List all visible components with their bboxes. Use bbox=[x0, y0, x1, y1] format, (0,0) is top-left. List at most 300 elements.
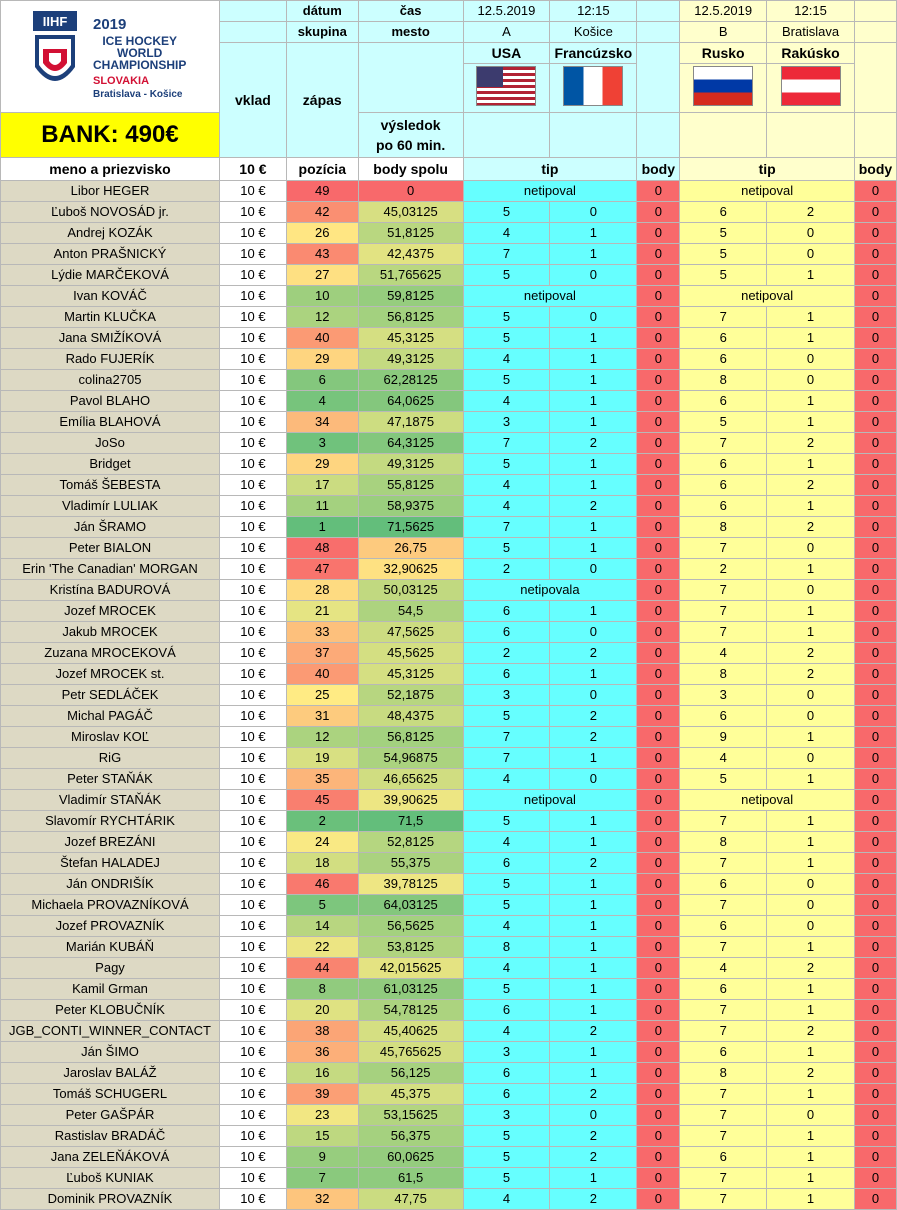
body-a: 0 bbox=[637, 811, 680, 832]
iihf-logo bbox=[1, 1, 219, 105]
tip-a-away: 2 bbox=[550, 706, 637, 727]
player-position: 46 bbox=[286, 874, 358, 895]
player-fee: 10 € bbox=[220, 1042, 287, 1063]
tip-a-away: 1 bbox=[550, 748, 637, 769]
table-row bbox=[1, 790, 897, 811]
austria-flag-icon bbox=[781, 66, 841, 106]
player-position: 26 bbox=[286, 223, 358, 244]
tip-b-away: 1 bbox=[767, 622, 855, 643]
player-points: 53,8125 bbox=[358, 937, 463, 958]
tip-b-away: 0 bbox=[767, 748, 855, 769]
tip-b-away: 1 bbox=[767, 853, 855, 874]
player-fee: 10 € bbox=[220, 706, 287, 727]
player-name: Jaroslav BALÁŽ bbox=[1, 1063, 220, 1084]
tip-a-away: 1 bbox=[550, 811, 637, 832]
player-points: 61,03125 bbox=[358, 979, 463, 1000]
player-points: 48,4375 bbox=[358, 706, 463, 727]
body-b: 0 bbox=[854, 454, 896, 475]
tip-a-home: 5 bbox=[463, 874, 550, 895]
body-b: 0 bbox=[854, 475, 896, 496]
player-points: 58,9375 bbox=[358, 496, 463, 517]
player-fee: 10 € bbox=[220, 349, 287, 370]
player-position: 42 bbox=[286, 202, 358, 223]
tip-a-away: 0 bbox=[550, 685, 637, 706]
player-points: 49,3125 bbox=[358, 454, 463, 475]
tip-b-home: 6 bbox=[680, 202, 767, 223]
tip-a-home: 3 bbox=[463, 685, 550, 706]
player-name: Miroslav KOĽ bbox=[1, 727, 220, 748]
tip-b-home: 5 bbox=[680, 412, 767, 433]
player-points: 49,3125 bbox=[358, 349, 463, 370]
tip-a-home: 5 bbox=[463, 979, 550, 1000]
table-row bbox=[1, 580, 897, 601]
player-position: 37 bbox=[286, 643, 358, 664]
player-points: 54,96875 bbox=[358, 748, 463, 769]
player-name: Vladimír LULIAK bbox=[1, 496, 220, 517]
tip-b-home: 7 bbox=[680, 1000, 767, 1021]
player-fee: 10 € bbox=[220, 265, 287, 286]
player-fee: 10 € bbox=[220, 748, 287, 769]
body-b: 0 bbox=[854, 979, 896, 1000]
table-row bbox=[1, 748, 897, 769]
tip-b-missing: netipoval bbox=[680, 286, 855, 307]
col-header-name: meno a priezvisko bbox=[1, 158, 220, 181]
body-b: 0 bbox=[854, 1021, 896, 1042]
player-points: 32,90625 bbox=[358, 559, 463, 580]
body-b: 0 bbox=[854, 328, 896, 349]
tip-a-home: 4 bbox=[463, 916, 550, 937]
player-points: 60,0625 bbox=[358, 1147, 463, 1168]
tip-b-away: 0 bbox=[767, 916, 855, 937]
tip-b-home: 4 bbox=[680, 643, 767, 664]
player-name: Anton PRAŠNICKÝ bbox=[1, 244, 220, 265]
tip-a-home: 4 bbox=[463, 769, 550, 790]
player-fee: 10 € bbox=[220, 454, 287, 475]
player-points: 51,8125 bbox=[358, 223, 463, 244]
tip-a-home: 6 bbox=[463, 622, 550, 643]
player-name: Ján ŠIMO bbox=[1, 1042, 220, 1063]
tip-b-away: 1 bbox=[767, 937, 855, 958]
player-fee: 10 € bbox=[220, 853, 287, 874]
body-a: 0 bbox=[637, 454, 680, 475]
player-name: JGB_CONTI_WINNER_CONTACT bbox=[1, 1021, 220, 1042]
player-points: 39,78125 bbox=[358, 874, 463, 895]
blank-cell bbox=[637, 113, 680, 158]
tip-b-home: 7 bbox=[680, 895, 767, 916]
player-name: Jozef MROCEK bbox=[1, 601, 220, 622]
tip-b-missing: netipoval bbox=[680, 790, 855, 811]
tip-b-home: 7 bbox=[680, 622, 767, 643]
body-a: 0 bbox=[637, 874, 680, 895]
tip-a-home: 4 bbox=[463, 832, 550, 853]
body-b: 0 bbox=[854, 1000, 896, 1021]
tip-b-away: 0 bbox=[767, 223, 855, 244]
match-b-time: 12:15 bbox=[767, 1, 855, 22]
player-fee: 10 € bbox=[220, 664, 287, 685]
russia-flag-icon bbox=[693, 66, 753, 106]
tip-a-away: 1 bbox=[550, 1000, 637, 1021]
player-position: 15 bbox=[286, 1126, 358, 1147]
table-row bbox=[1, 1000, 897, 1021]
tip-b-away: 2 bbox=[767, 958, 855, 979]
body-a: 0 bbox=[637, 958, 680, 979]
table-row bbox=[1, 244, 897, 265]
tip-b-away: 1 bbox=[767, 1168, 855, 1189]
player-name: colina2705 bbox=[1, 370, 220, 391]
tip-b-missing: netipoval bbox=[680, 181, 855, 202]
player-name: Kamil Grman bbox=[1, 979, 220, 1000]
body-b: 0 bbox=[854, 517, 896, 538]
tip-b-home: 8 bbox=[680, 832, 767, 853]
player-position: 18 bbox=[286, 853, 358, 874]
player-name: Dominik PROVAZNÍK bbox=[1, 1189, 220, 1210]
player-name: Ľuboš KUNIAK bbox=[1, 1168, 220, 1189]
player-name: Petr SEDLÁČEK bbox=[1, 685, 220, 706]
body-a: 0 bbox=[637, 727, 680, 748]
player-position: 33 bbox=[286, 622, 358, 643]
player-name: Emília BLAHOVÁ bbox=[1, 412, 220, 433]
col-header-points: body spolu bbox=[358, 158, 463, 181]
player-fee: 10 € bbox=[220, 874, 287, 895]
body-a: 0 bbox=[637, 496, 680, 517]
tip-a-away: 1 bbox=[550, 475, 637, 496]
player-fee: 10 € bbox=[220, 958, 287, 979]
tip-a-missing: netipoval bbox=[463, 286, 637, 307]
tip-b-home: 7 bbox=[680, 937, 767, 958]
blank-cell bbox=[463, 113, 550, 158]
tip-b-away: 1 bbox=[767, 979, 855, 1000]
match-b-group: B bbox=[680, 22, 767, 43]
body-b: 0 bbox=[854, 685, 896, 706]
match-a-team1: USA bbox=[463, 43, 550, 64]
player-name: Jozef PROVAZNÍK bbox=[1, 916, 220, 937]
player-points: 56,125 bbox=[358, 1063, 463, 1084]
table-row bbox=[1, 307, 897, 328]
player-fee: 10 € bbox=[220, 1021, 287, 1042]
player-name: Vladimír STAŇÁK bbox=[1, 790, 220, 811]
table-row bbox=[1, 349, 897, 370]
tip-a-home: 5 bbox=[463, 202, 550, 223]
player-fee: 10 € bbox=[220, 727, 287, 748]
player-position: 12 bbox=[286, 727, 358, 748]
table-row bbox=[1, 1147, 897, 1168]
col-header-position: pozícia bbox=[286, 158, 358, 181]
player-fee: 10 € bbox=[220, 496, 287, 517]
tip-a-home: 6 bbox=[463, 853, 550, 874]
body-b: 0 bbox=[854, 601, 896, 622]
player-name: Jozef BREZÁNI bbox=[1, 832, 220, 853]
body-b: 0 bbox=[854, 916, 896, 937]
logo-title-line: ICE HOCKEY bbox=[102, 34, 178, 48]
blank-cell bbox=[637, 22, 680, 43]
body-a: 0 bbox=[637, 1126, 680, 1147]
tip-a-away: 1 bbox=[550, 601, 637, 622]
player-position: 29 bbox=[286, 454, 358, 475]
player-points: 64,03125 bbox=[358, 895, 463, 916]
player-name: Peter BIALON bbox=[1, 538, 220, 559]
tip-b-home: 7 bbox=[680, 580, 767, 601]
player-name: Slavomír RYCHTÁRIK bbox=[1, 811, 220, 832]
tip-a-away: 1 bbox=[550, 538, 637, 559]
table-row bbox=[1, 916, 897, 937]
body-a: 0 bbox=[637, 664, 680, 685]
tip-b-away: 2 bbox=[767, 643, 855, 664]
tip-b-away: 1 bbox=[767, 265, 855, 286]
blank-cell bbox=[854, 43, 896, 113]
player-position: 19 bbox=[286, 748, 358, 769]
tip-a-home: 5 bbox=[463, 370, 550, 391]
table-row bbox=[1, 874, 897, 895]
label-zapas: zápas bbox=[286, 43, 358, 158]
tip-b-away: 1 bbox=[767, 1000, 855, 1021]
tip-b-away: 1 bbox=[767, 391, 855, 412]
player-points: 42,4375 bbox=[358, 244, 463, 265]
tip-a-home: 5 bbox=[463, 265, 550, 286]
player-position: 1 bbox=[286, 517, 358, 538]
body-b: 0 bbox=[854, 1105, 896, 1126]
body-a: 0 bbox=[637, 790, 680, 811]
player-points: 47,1875 bbox=[358, 412, 463, 433]
player-points: 55,375 bbox=[358, 853, 463, 874]
tip-a-away: 1 bbox=[550, 874, 637, 895]
tip-a-away: 1 bbox=[550, 517, 637, 538]
tip-a-home: 3 bbox=[463, 1105, 550, 1126]
table-row bbox=[1, 727, 897, 748]
table-row bbox=[1, 958, 897, 979]
tip-a-away: 1 bbox=[550, 832, 637, 853]
body-a: 0 bbox=[637, 391, 680, 412]
body-b: 0 bbox=[854, 391, 896, 412]
player-fee: 10 € bbox=[220, 559, 287, 580]
tip-b-away: 1 bbox=[767, 412, 855, 433]
match-b-team2-flag bbox=[767, 64, 855, 113]
tip-b-away: 1 bbox=[767, 1084, 855, 1105]
player-position: 6 bbox=[286, 370, 358, 391]
body-a: 0 bbox=[637, 643, 680, 664]
match-a-city: Košice bbox=[550, 22, 637, 43]
player-name: Jana SMIŽÍKOVÁ bbox=[1, 328, 220, 349]
table-row bbox=[1, 454, 897, 475]
body-b: 0 bbox=[854, 307, 896, 328]
player-points: 52,8125 bbox=[358, 832, 463, 853]
player-points: 45,3125 bbox=[358, 664, 463, 685]
body-b: 0 bbox=[854, 202, 896, 223]
tip-a-away: 1 bbox=[550, 1042, 637, 1063]
tip-b-home: 6 bbox=[680, 916, 767, 937]
player-fee: 10 € bbox=[220, 937, 287, 958]
body-b: 0 bbox=[854, 181, 896, 202]
player-points: 54,5 bbox=[358, 601, 463, 622]
player-fee: 10 € bbox=[220, 1147, 287, 1168]
tip-a-away: 1 bbox=[550, 223, 637, 244]
tip-a-away: 1 bbox=[550, 895, 637, 916]
player-points: 56,375 bbox=[358, 1126, 463, 1147]
player-fee: 10 € bbox=[220, 286, 287, 307]
col-header-tip-b: tip bbox=[680, 158, 855, 181]
player-name: Pagy bbox=[1, 958, 220, 979]
body-b: 0 bbox=[854, 748, 896, 769]
tip-a-away: 1 bbox=[550, 349, 637, 370]
tip-a-away: 0 bbox=[550, 1105, 637, 1126]
match-b-team1: Rusko bbox=[680, 43, 767, 64]
body-b: 0 bbox=[854, 706, 896, 727]
tip-a-missing: netipoval bbox=[463, 790, 637, 811]
table-row bbox=[1, 202, 897, 223]
body-a: 0 bbox=[637, 1189, 680, 1210]
player-name: Bridget bbox=[1, 454, 220, 475]
player-points: 56,8125 bbox=[358, 727, 463, 748]
tip-a-home: 5 bbox=[463, 1126, 550, 1147]
tip-b-away: 0 bbox=[767, 706, 855, 727]
tip-a-away: 0 bbox=[550, 622, 637, 643]
tip-a-home: 6 bbox=[463, 1063, 550, 1084]
table-row bbox=[1, 412, 897, 433]
table-row bbox=[1, 895, 897, 916]
logo-title-line: WORLD bbox=[117, 46, 163, 60]
logo-title bbox=[93, 35, 186, 71]
player-position: 36 bbox=[286, 1042, 358, 1063]
tip-b-home: 5 bbox=[680, 265, 767, 286]
tip-b-away: 0 bbox=[767, 244, 855, 265]
player-fee: 10 € bbox=[220, 1126, 287, 1147]
tip-a-away: 0 bbox=[550, 202, 637, 223]
body-a: 0 bbox=[637, 937, 680, 958]
player-points: 45,5625 bbox=[358, 643, 463, 664]
body-a: 0 bbox=[637, 580, 680, 601]
match-a-date: 12.5.2019 bbox=[463, 1, 550, 22]
tip-b-away: 2 bbox=[767, 517, 855, 538]
tip-b-away: 0 bbox=[767, 895, 855, 916]
player-position: 16 bbox=[286, 1063, 358, 1084]
body-b: 0 bbox=[854, 349, 896, 370]
player-fee: 10 € bbox=[220, 643, 287, 664]
player-position: 43 bbox=[286, 244, 358, 265]
body-b: 0 bbox=[854, 874, 896, 895]
tip-a-home: 4 bbox=[463, 958, 550, 979]
body-a: 0 bbox=[637, 1084, 680, 1105]
tip-b-home: 7 bbox=[680, 1126, 767, 1147]
tip-b-home: 6 bbox=[680, 1042, 767, 1063]
tip-b-away: 1 bbox=[767, 496, 855, 517]
tip-a-home: 7 bbox=[463, 727, 550, 748]
player-name: Ján ŠRAMO bbox=[1, 517, 220, 538]
table-row bbox=[1, 769, 897, 790]
table-row bbox=[1, 832, 897, 853]
player-points: 64,0625 bbox=[358, 391, 463, 412]
tip-b-away: 0 bbox=[767, 349, 855, 370]
body-a: 0 bbox=[637, 244, 680, 265]
player-name: Rastislav BRADÁČ bbox=[1, 1126, 220, 1147]
tip-b-away: 0 bbox=[767, 874, 855, 895]
player-points: 45,375 bbox=[358, 1084, 463, 1105]
col-header-fee: 10 € bbox=[220, 158, 287, 181]
table-row bbox=[1, 1126, 897, 1147]
player-points: 56,8125 bbox=[358, 307, 463, 328]
blank-cell bbox=[637, 1, 680, 22]
player-position: 21 bbox=[286, 601, 358, 622]
body-a: 0 bbox=[637, 265, 680, 286]
tip-b-away: 1 bbox=[767, 1042, 855, 1063]
table-row bbox=[1, 370, 897, 391]
body-a: 0 bbox=[637, 307, 680, 328]
label-skupina: skupina bbox=[286, 22, 358, 43]
tip-b-home: 7 bbox=[680, 307, 767, 328]
table-row bbox=[1, 265, 897, 286]
tip-a-away: 0 bbox=[550, 769, 637, 790]
tip-b-home: 7 bbox=[680, 853, 767, 874]
table-row bbox=[1, 622, 897, 643]
player-points: 53,15625 bbox=[358, 1105, 463, 1126]
blank-cell bbox=[767, 113, 855, 158]
tip-a-away: 1 bbox=[550, 412, 637, 433]
player-position: 35 bbox=[286, 769, 358, 790]
body-a: 0 bbox=[637, 475, 680, 496]
body-b: 0 bbox=[854, 538, 896, 559]
match-b-team2: Rakúsko bbox=[767, 43, 855, 64]
player-name: Rado FUJERÍK bbox=[1, 349, 220, 370]
table-row bbox=[1, 979, 897, 1000]
player-fee: 10 € bbox=[220, 979, 287, 1000]
body-a: 0 bbox=[637, 1042, 680, 1063]
tip-b-home: 6 bbox=[680, 328, 767, 349]
player-position: 45 bbox=[286, 790, 358, 811]
blank-cell bbox=[854, 1, 896, 22]
player-position: 7 bbox=[286, 1168, 358, 1189]
match-a-team2-flag bbox=[550, 64, 637, 113]
body-a: 0 bbox=[637, 223, 680, 244]
player-points: 45,40625 bbox=[358, 1021, 463, 1042]
body-a: 0 bbox=[637, 622, 680, 643]
body-b: 0 bbox=[854, 832, 896, 853]
player-fee: 10 € bbox=[220, 916, 287, 937]
table-row bbox=[1, 223, 897, 244]
tip-b-home: 6 bbox=[680, 454, 767, 475]
body-b: 0 bbox=[854, 412, 896, 433]
player-name: RiG bbox=[1, 748, 220, 769]
player-position: 4 bbox=[286, 391, 358, 412]
player-fee: 10 € bbox=[220, 391, 287, 412]
tip-b-home: 4 bbox=[680, 958, 767, 979]
body-b: 0 bbox=[854, 370, 896, 391]
player-position: 39 bbox=[286, 1084, 358, 1105]
tip-b-away: 1 bbox=[767, 454, 855, 475]
player-points: 47,5625 bbox=[358, 622, 463, 643]
player-fee: 10 € bbox=[220, 832, 287, 853]
player-fee: 10 € bbox=[220, 1084, 287, 1105]
tip-b-away: 1 bbox=[767, 601, 855, 622]
body-a: 0 bbox=[637, 559, 680, 580]
table-row bbox=[1, 1042, 897, 1063]
player-position: 27 bbox=[286, 265, 358, 286]
table-row bbox=[1, 181, 897, 202]
player-position: 32 bbox=[286, 1189, 358, 1210]
tip-a-home: 4 bbox=[463, 1189, 550, 1210]
body-a: 0 bbox=[637, 181, 680, 202]
match-a-team2: Francúzsko bbox=[550, 43, 637, 64]
player-points: 71,5 bbox=[358, 811, 463, 832]
label-vysledok-line2: po 60 min. bbox=[376, 137, 446, 153]
tip-b-home: 7 bbox=[680, 433, 767, 454]
player-name: Erin 'The Canadian' MORGAN bbox=[1, 559, 220, 580]
col-header-body-a: body bbox=[637, 158, 680, 181]
tip-b-home: 8 bbox=[680, 517, 767, 538]
tip-a-away: 2 bbox=[550, 643, 637, 664]
player-position: 23 bbox=[286, 1105, 358, 1126]
blank-cell bbox=[854, 22, 896, 43]
col-header-body-b: body bbox=[854, 158, 896, 181]
label-cas: čas bbox=[358, 1, 463, 22]
body-b: 0 bbox=[854, 1147, 896, 1168]
